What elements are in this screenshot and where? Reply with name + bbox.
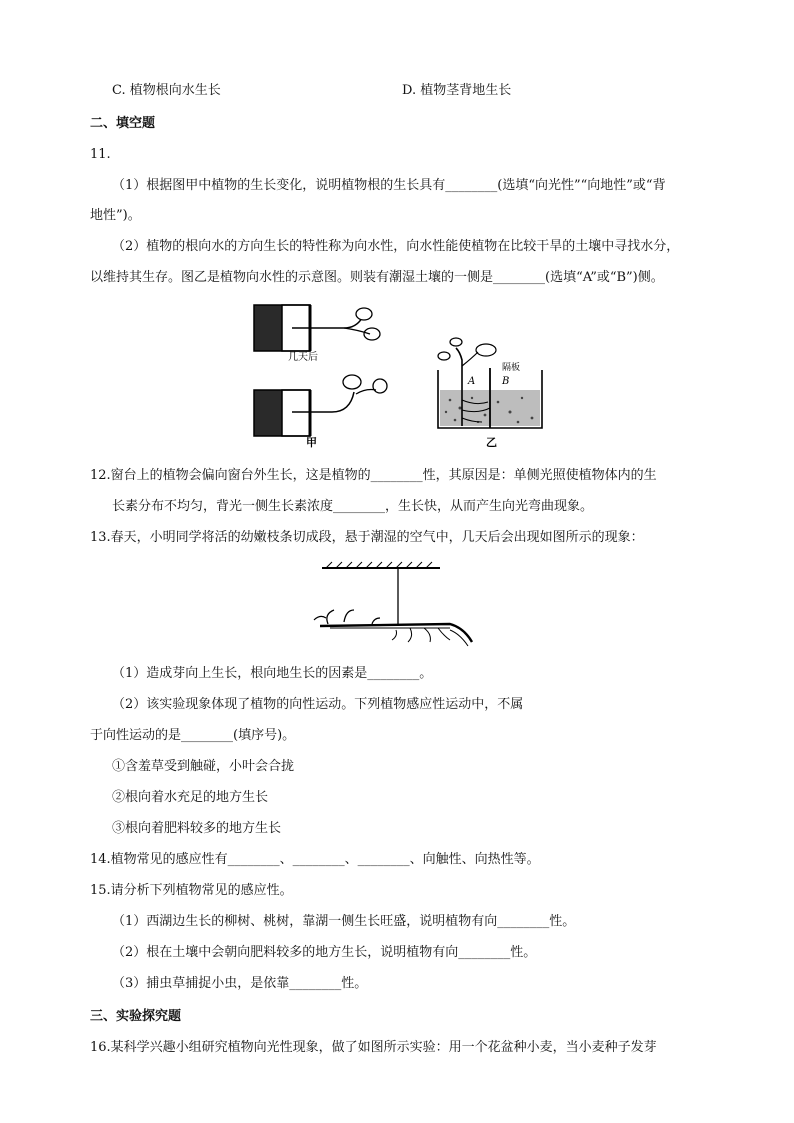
q11-part1-line1: （1）根据图甲中植物的生长变化，说明植物根的生长具有________(选填“向光性”“向地性”或“背 bbox=[112, 178, 666, 193]
q15-part3: （3）捕虫草捕捉小虫，是依靠________性。 bbox=[112, 976, 368, 991]
figure-jia bbox=[244, 300, 414, 450]
q15-part1: （1）西湖边生长的柳树、桃树，靠湖一侧生长旺盛，说明植物有向________性。 bbox=[112, 914, 576, 929]
q15-part2: （2）根在土壤中会朝向肥料较多的地方生长，说明植物有向________性。 bbox=[112, 945, 537, 960]
q13-part1: （1）造成芽向上生长，根向地生长的因素是________。 bbox=[112, 666, 433, 681]
q11-part2-line1: （2）植物的根向水的方向生长的特性称为向水性，向水性能使植物在比较干旱的土壤中寻找水分， bbox=[112, 239, 680, 254]
q16-line1: 16.某科学兴趣小组研究植物向光性现象，做了如图所示实验：用一个花盆种小麦，当小麦种子发芽 bbox=[90, 1040, 657, 1055]
q13-part2: （2）该实验现象体现了植物的向性运动。下列植物感应性运动中，不属 bbox=[112, 697, 524, 712]
q13-option-1: ①含羞草受到触碰，小叶会合拢 bbox=[112, 759, 295, 774]
figure-yi bbox=[430, 330, 550, 450]
q13-part2-cont: 于向性运动的是________(填序号)。 bbox=[90, 728, 296, 743]
option-d: D. 植物茎背地生长 bbox=[402, 83, 512, 98]
section-experiment: 三、实验探究题 bbox=[90, 1009, 182, 1024]
days-later-label: 几天后 bbox=[288, 352, 318, 363]
q13-line1: 13.春天，小明同学将活的幼嫩枝条切成段，悬于潮湿的空气中，几天后会出现如图所示的现象： bbox=[90, 530, 644, 545]
figure-jia-label: 甲 bbox=[306, 436, 317, 449]
figure-hanging-branch bbox=[300, 558, 490, 658]
option-c: C. 植物根向水生长 bbox=[112, 83, 221, 98]
side-b-label: B bbox=[502, 376, 510, 387]
q11-number: 11. bbox=[90, 147, 111, 162]
q13-option-2: ②根向着水充足的地方生长 bbox=[112, 790, 269, 805]
partition-label: 隔板 bbox=[502, 363, 521, 373]
q12-line1: 12.窗台上的植物会偏向窗台外生长，这是植物的________性，其原因是：单侧光照使植物体内的生 bbox=[90, 468, 657, 483]
q13-option-3: ③根向着肥料较多的地方生长 bbox=[112, 821, 282, 836]
q12-line2: 长素分布不均匀，背光一侧生长素浓度________，生长快，从而产生向光弯曲现象。 bbox=[112, 499, 594, 514]
q15-line1: 15.请分析下列植物常见的感应性。 bbox=[90, 883, 293, 898]
section-fill-in-blank: 二、填空题 bbox=[90, 116, 156, 131]
q14-line1: 14.植物常见的感应性有________、________、________、向触性、向热性等。 bbox=[90, 852, 540, 867]
q11-part1-line2: 地性”)。 bbox=[90, 208, 141, 223]
q11-part2-line2: 以维持其生存。图乙是植物向水性的示意图。则装有潮湿土壤的一侧是________(选填“A”或“B”)侧。 bbox=[90, 270, 664, 285]
figure-yi-label: 乙 bbox=[486, 436, 497, 449]
side-a-label: A bbox=[468, 376, 476, 387]
